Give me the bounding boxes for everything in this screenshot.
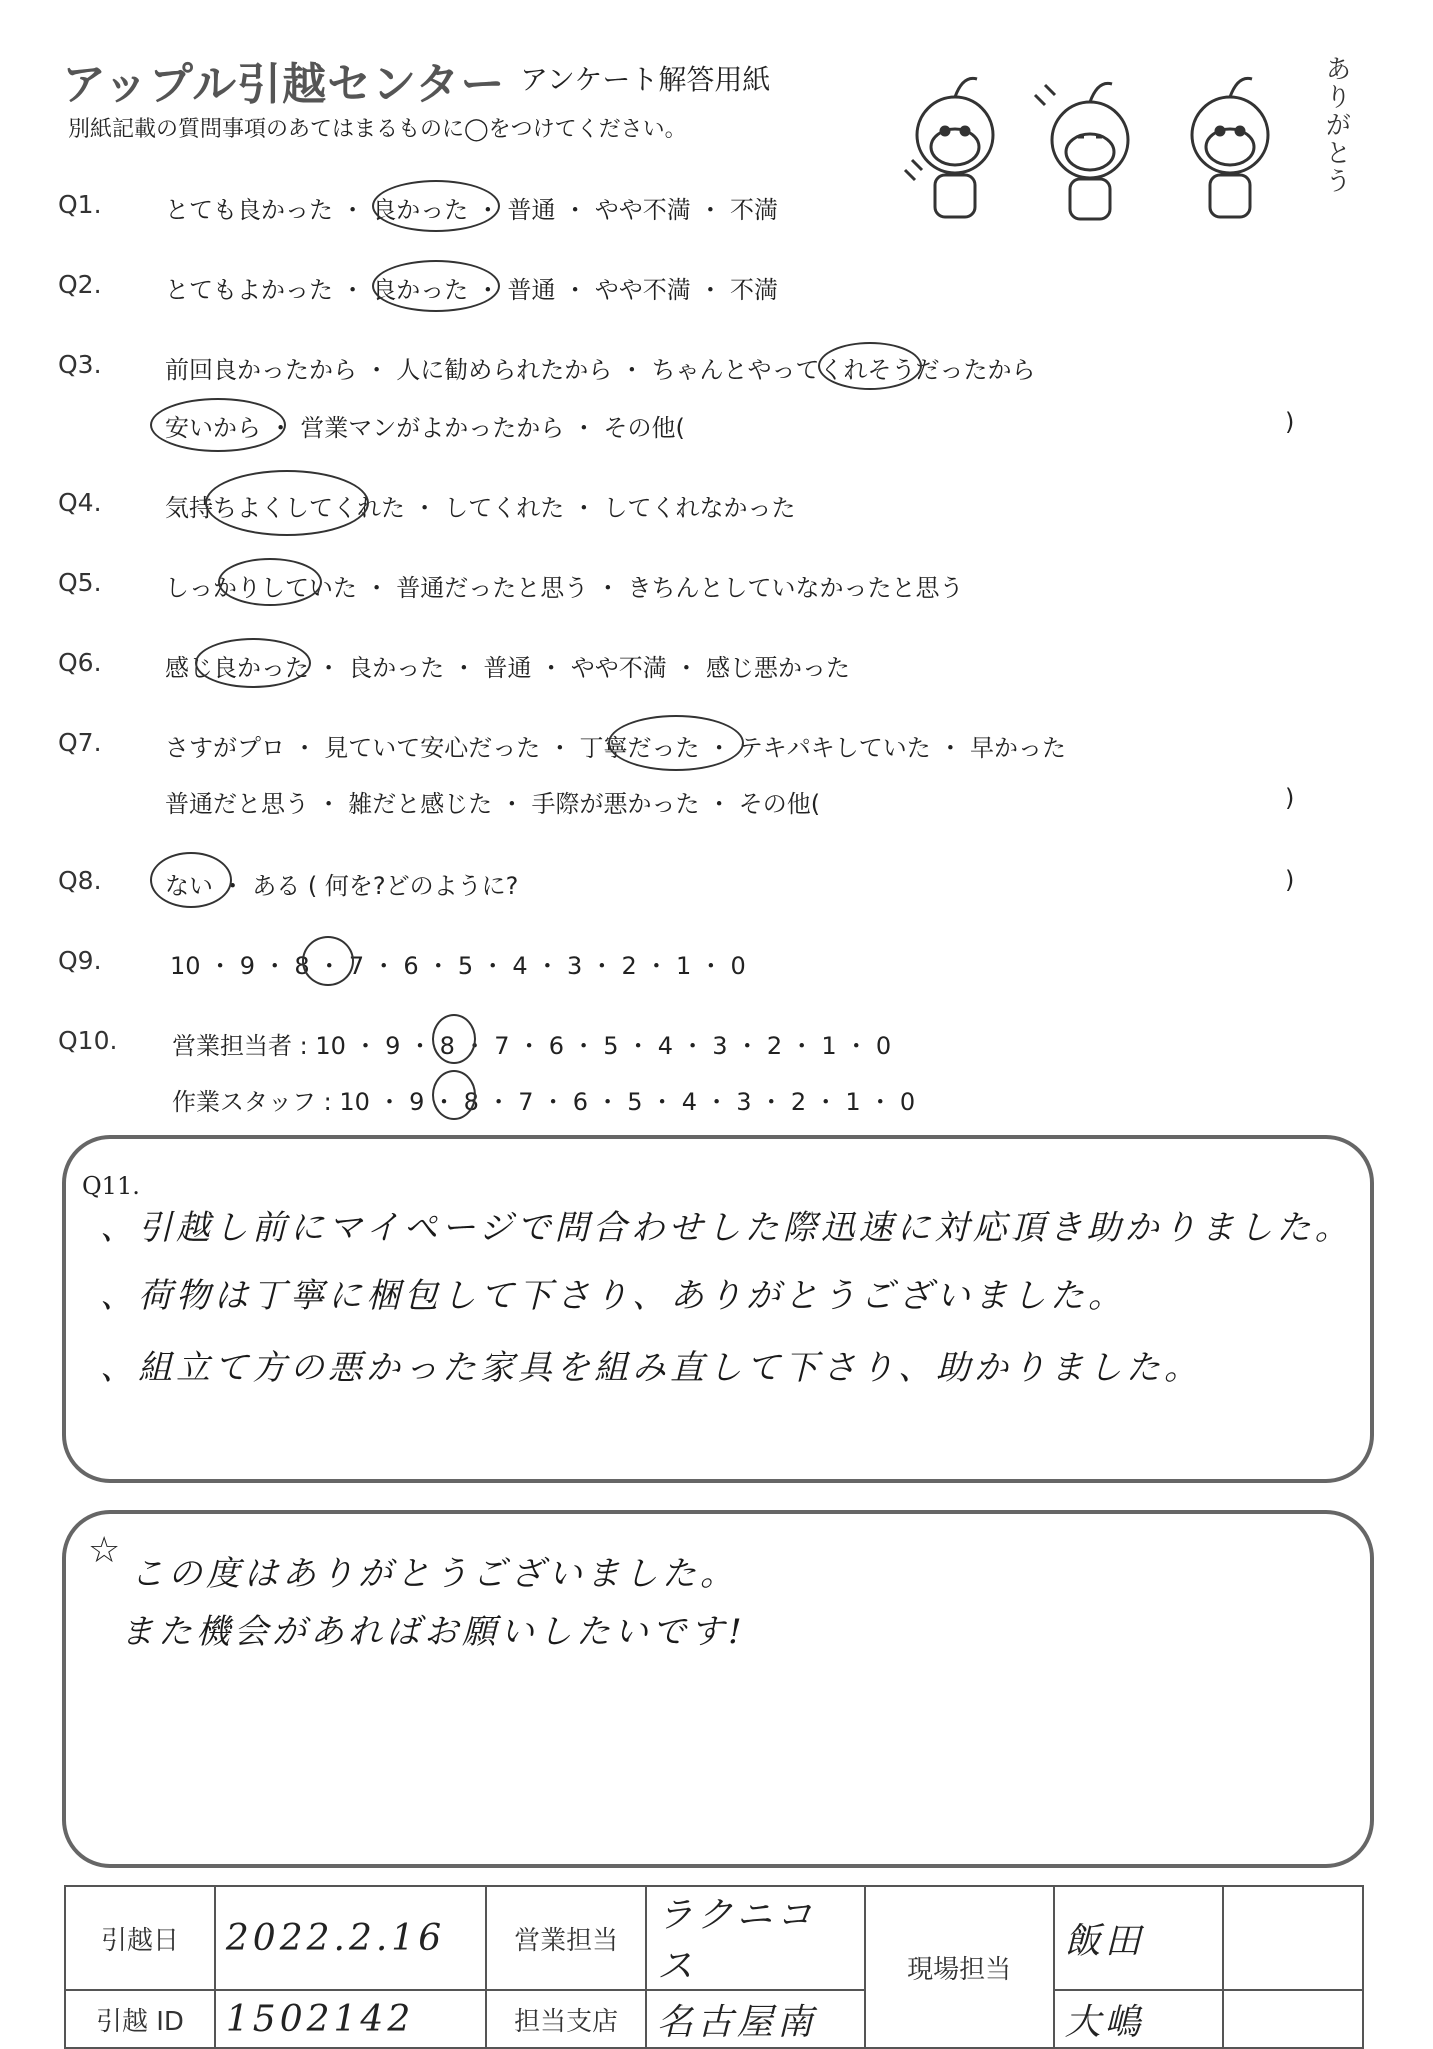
instruction-text: 別紙記載の質問事項のあてはまるものに◯をつけてください。	[68, 117, 687, 142]
empty-cell	[1223, 1990, 1363, 2048]
answer-circle	[432, 1014, 476, 1064]
sales-value: ラクニコス	[646, 1886, 865, 1990]
monkey-icon	[1192, 78, 1268, 217]
q1-label: Q1.	[58, 190, 102, 219]
answer-circle	[372, 180, 500, 232]
q1-options: とても良かった ・ 良かった ・ 普通 ・ やや不満 ・ 不満	[165, 196, 779, 224]
answer-circle	[372, 260, 500, 312]
thank-you-text: ありがとう	[1321, 55, 1351, 195]
site-staff-value-2: 大嶋	[1054, 1990, 1224, 2048]
monkey-icon	[905, 78, 993, 217]
site-staff-value-1: 飯田	[1054, 1886, 1224, 1990]
q4-options: 気持ちよくしてくれた ・ してくれた ・ してくれなかった	[165, 494, 796, 522]
answer-circle	[205, 470, 369, 536]
q10-sales-options: 営業担当者 : 10 ・ 9 ・ 8 ・ 7 ・ 6 ・ 5 ・ 4 ・ 3 ・ 2 ・ 1 ・ 0	[172, 1032, 892, 1060]
q6-options: 感じ良かった ・ 良かった ・ 普通 ・ やや不満 ・ 感じ悪かった	[165, 654, 851, 682]
q9-options: 10 ・ 9 ・ 8 ・ 7 ・ 6 ・ 5 ・ 4 ・ 3 ・ 2 ・ 1 ・ 0	[170, 952, 746, 980]
page-subtitle: アンケート解答用紙	[520, 63, 771, 96]
move-date-value: 2022.2.16	[215, 1886, 486, 1990]
answer-circle	[150, 852, 232, 908]
answer-circle	[302, 936, 354, 986]
q11-answer-line: 、組立て方の悪かった家具を組み直して下さり、助かりました。	[100, 1348, 1202, 1388]
branch-value: 名古屋南	[646, 1990, 865, 2048]
footer-info-table	[64, 1885, 1364, 2049]
sales-label: 営業担当	[486, 1886, 646, 1990]
monkey-icon	[1035, 83, 1128, 219]
answer-circle	[218, 558, 322, 606]
answer-circle	[195, 638, 311, 688]
comment-line: この度はありがとうございました。	[130, 1554, 738, 1594]
star-icon: ☆	[88, 1530, 121, 1571]
q3-options-line2: 安いから ・ 営業マンがよかったから ・ その他(	[165, 414, 685, 442]
q3-close-paren: )	[1285, 408, 1295, 436]
q10-label: Q10.	[58, 1026, 118, 1055]
q3-label: Q3.	[58, 350, 102, 379]
q2-options: とてもよかった ・ 良かった ・ 普通 ・ やや不満 ・ 不満	[165, 276, 779, 304]
answer-circle	[608, 715, 744, 771]
q11-answer-line: 、荷物は丁寧に梱包して下さり、ありがとうございました。	[100, 1276, 1126, 1316]
move-id-label: 引越 ID	[65, 1990, 215, 2048]
q5-options: しっかりしていた ・ 普通だったと思う ・ きちんとしていなかったと思う	[165, 574, 964, 602]
mascot-illustration	[900, 55, 1350, 225]
q11-answer-line: 、引越し前にマイページで問合わせした際迅速に対応頂き助かりました。	[100, 1208, 1353, 1248]
q4-label: Q4.	[58, 488, 102, 517]
site-staff-label: 現場担当	[865, 1886, 1054, 2048]
move-date-label: 引越日	[65, 1886, 215, 1990]
q8-close-paren: )	[1285, 866, 1295, 894]
q5-label: Q5.	[58, 568, 102, 597]
branch-label: 担当支店	[486, 1990, 646, 2048]
comment-line: また機会があればお願いしたいです!	[120, 1612, 746, 1652]
move-id-value: 1502142	[215, 1990, 486, 2048]
answer-circle	[432, 1070, 476, 1120]
answer-circle	[150, 398, 286, 452]
answer-circle	[818, 342, 922, 390]
q6-label: Q6.	[58, 648, 102, 677]
q7-options-line2: 普通だと思う ・ 雑だと感じた ・ 手際が悪かった ・ その他(	[165, 790, 821, 818]
q10-staff-options: 作業スタッフ : 10 ・ 9 ・ 8 ・ 7 ・ 6 ・ 5 ・ 4 ・ 3 ・ 2 ・ 1 ・ 0	[172, 1088, 916, 1116]
q9-label: Q9.	[58, 946, 102, 975]
q8-options: ない ・ ある ( 何を?どのように?	[165, 872, 519, 900]
empty-cell	[1223, 1886, 1363, 1990]
q7-label: Q7.	[58, 728, 102, 757]
q3-options-line1: 前回良かったから ・ 人に勧められたから ・ ちゃんとやってくれそうだったから	[165, 356, 1036, 384]
page-title: アップル引越センター	[62, 59, 506, 110]
q7-options-line1: さすがプロ ・ 見ていて安心だった ・ 丁寧だった ・ テキパキしていた ・ 早かった	[165, 734, 1067, 762]
q11-label: Q11.	[82, 1172, 140, 1200]
q2-label: Q2.	[58, 270, 102, 299]
q7-close-paren: )	[1285, 784, 1295, 812]
q8-label: Q8.	[58, 866, 102, 895]
